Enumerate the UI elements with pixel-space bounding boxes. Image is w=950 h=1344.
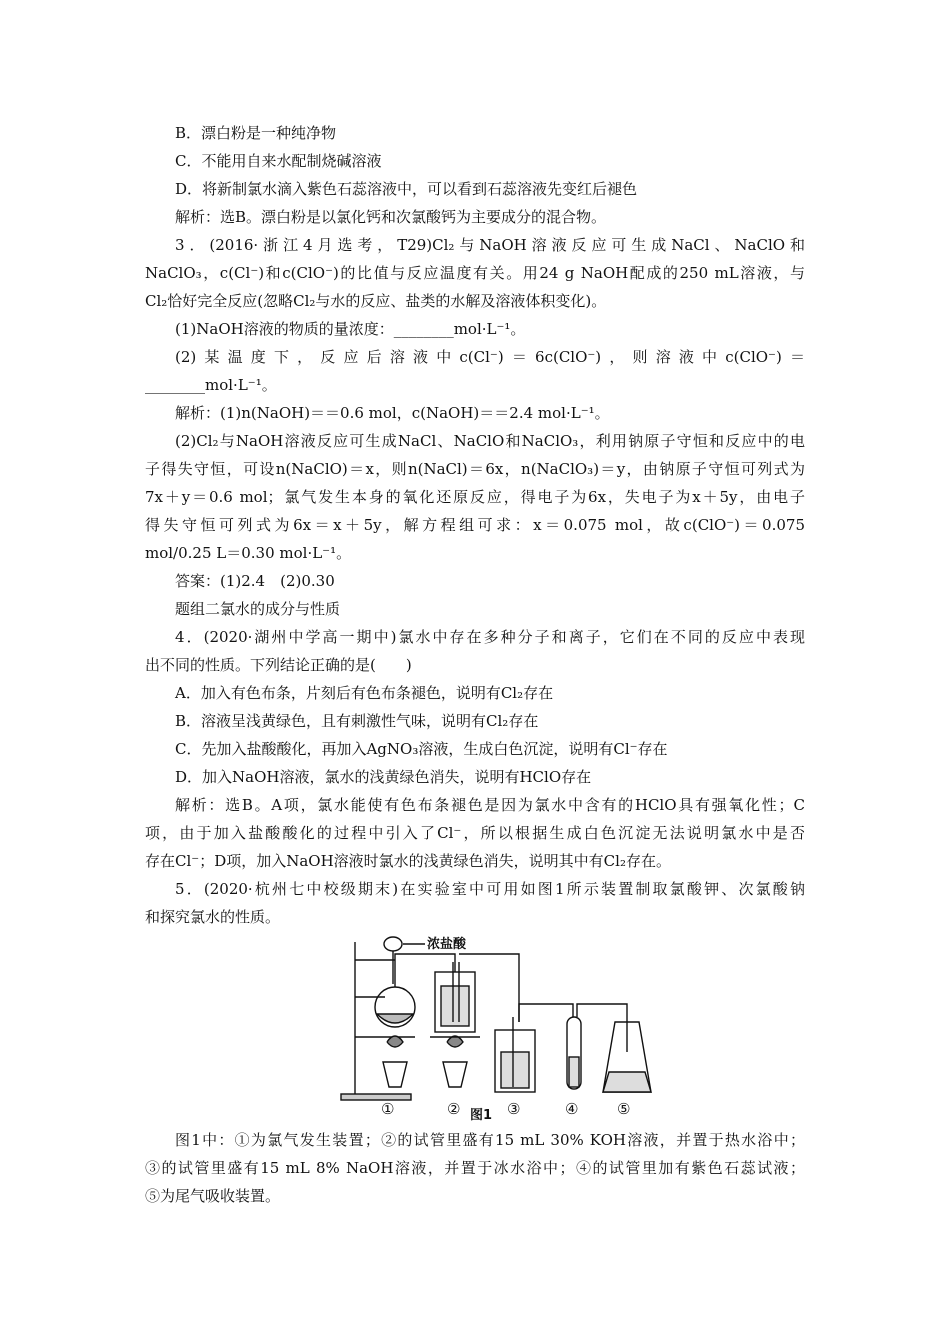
question-4-line-2: 出不同的性质。下列结论正确的是( ) — [145, 656, 412, 674]
question-5-line-2: 和探究氯水的性质。 — [145, 908, 281, 926]
answer-3: 答案：(1)2.4 (2)0.30 — [175, 572, 335, 590]
tube-1-2 — [395, 954, 455, 972]
question-3-part-2-blank: ________mol·L⁻¹。 — [145, 376, 277, 394]
apparatus-drawing — [335, 922, 655, 1122]
option-c: C．不能用自来水配制烧碱溶液 — [175, 152, 382, 170]
analysis-2: 解析：选B。漂白粉是以氯化钙和次氯酸钙为主要成分的混合物。 — [175, 208, 607, 226]
label-concentrated-hcl: 浓盐酸 — [427, 937, 467, 952]
question-3-part-1: (1)NaOH溶液的物质的量浓度：________mol·L⁻¹。 — [175, 320, 526, 338]
marker-3: ③ — [507, 1100, 521, 1118]
tube-4-5 — [577, 1004, 627, 1052]
option-4b: B．溶液呈浅黄绿色，且有刺激性气味，说明有Cl₂存在 — [175, 712, 539, 730]
option-4d: D．加入NaOH溶液，氯水的浅黄绿色消失，说明有HClO存在 — [175, 768, 592, 786]
section-heading: 题组二氯水的成分与性质 — [175, 600, 341, 618]
analysis-4-line-3: 存在Cl⁻；D项，加入NaOH溶液时氯水的浅黄绿色消失，说明其中有Cl₂存在。 — [145, 852, 671, 870]
analysis-3-line-3: 7x＋y＝0.6 mol；氯气发生本身的氧化还原反应，得电子为6x，失电子为x＋5y，由电子 — [145, 488, 805, 506]
analysis-3-part-1: 解析：(1)n(NaOH)＝＝0.6 mol，c(NaOH)＝＝2.4 mol·L⁻¹。 — [175, 404, 610, 422]
marker-1: ① — [381, 1100, 395, 1118]
question-3-line-2: NaClO₃，c(Cl⁻)和c(ClO⁻)的比值与反应温度有关。用24 g NaOH配成的250 mL溶液，与 — [145, 264, 805, 282]
apparatus-figure — [335, 922, 655, 1122]
marker-4: ④ — [565, 1100, 579, 1118]
analysis-4-line-2: 项，由于加入盐酸酸化的过程中引入了Cl⁻，所以根据生成白色沉淀无法说明氯水中是否 — [145, 824, 805, 842]
analysis-3-line-2: 子得失守恒，可设n(NaClO)＝x，则n(NaCl)＝6x，n(NaClO₃)＝y，由钠原子守恒可列式为 — [145, 460, 805, 478]
analysis-3-line-5: mol/0.25 L＝0.30 mol·L⁻¹。 — [145, 544, 352, 562]
stand-base — [341, 1094, 411, 1100]
figure-desc-line-1: 图1中：①为氯气发生装置；②的试管里盛有15 mL 30% KOH溶液，并置于热水浴中； — [175, 1131, 805, 1149]
question-4-line-1: 4．(2020·湖州中学高一期中)氯水中存在多种分子和离子，它们在不同的反应中表现 — [175, 628, 805, 646]
burner-2 — [443, 1062, 467, 1087]
figure-desc-line-3: ⑤为尾气吸收装置。 — [145, 1187, 281, 1205]
figure-caption: 图1 — [470, 1108, 493, 1123]
question-3-part-2: (2)某温度下，反应后溶液中c(Cl⁻)＝6c(ClO⁻)，则溶液中c(ClO⁻)＝ — [175, 348, 805, 366]
question-3-line-3: Cl₂恰好完全反应(忽略Cl₂与水的反应、盐类的水解及溶液体积变化)。 — [145, 292, 607, 310]
marker-2: ② — [447, 1100, 461, 1118]
marker-5: ⑤ — [617, 1100, 631, 1118]
question-3-line-1: 3．(2016·浙江4月选考，T29)Cl₂与NaOH溶液反应可生成NaCl、NaClO和 — [175, 236, 805, 254]
question-5-line-1: 5．(2020·杭州七中校级期末)在实验室中可用如图1所示装置制取氯酸钾、次氯酸钠 — [175, 880, 805, 898]
analysis-3-line-1: (2)Cl₂与NaOH溶液反应可生成NaCl、NaClO和NaClO₃，利用钠原子守恒和反应中的电 — [175, 432, 805, 450]
option-4c: C．先加入盐酸酸化，再加入AgNO₃溶液，生成白色沉淀，说明有Cl⁻存在 — [175, 740, 668, 758]
option-4a: A．加入有色布条，片刻后有色布条褪色，说明有Cl₂存在 — [175, 684, 554, 702]
tube-3-4 — [519, 1004, 573, 1022]
analysis-3-line-4: 得失守恒可列式为6x＝x＋5y，解方程组可求：x＝0.075 mol，故c(ClO⁻)＝0.075 — [145, 516, 805, 534]
burner-1 — [383, 1062, 407, 1087]
analysis-4-line-1: 解析：选B。A项，氯水能使有色布条褪色是因为氯水中含有的HClO具有强氧化性；C — [175, 796, 805, 814]
option-d: D．将新制氯水滴入紫色石蕊溶液中，可以看到石蕊溶液先变红后褪色 — [175, 180, 638, 198]
funnel-bulb — [384, 937, 402, 951]
figure-desc-line-2: ③的试管里盛有15 mL 8% NaOH溶液，并置于冰水浴中；④的试管里加有紫色石蕊试液； — [145, 1159, 805, 1177]
option-b: B．漂白粉是一种纯净物 — [175, 124, 337, 142]
